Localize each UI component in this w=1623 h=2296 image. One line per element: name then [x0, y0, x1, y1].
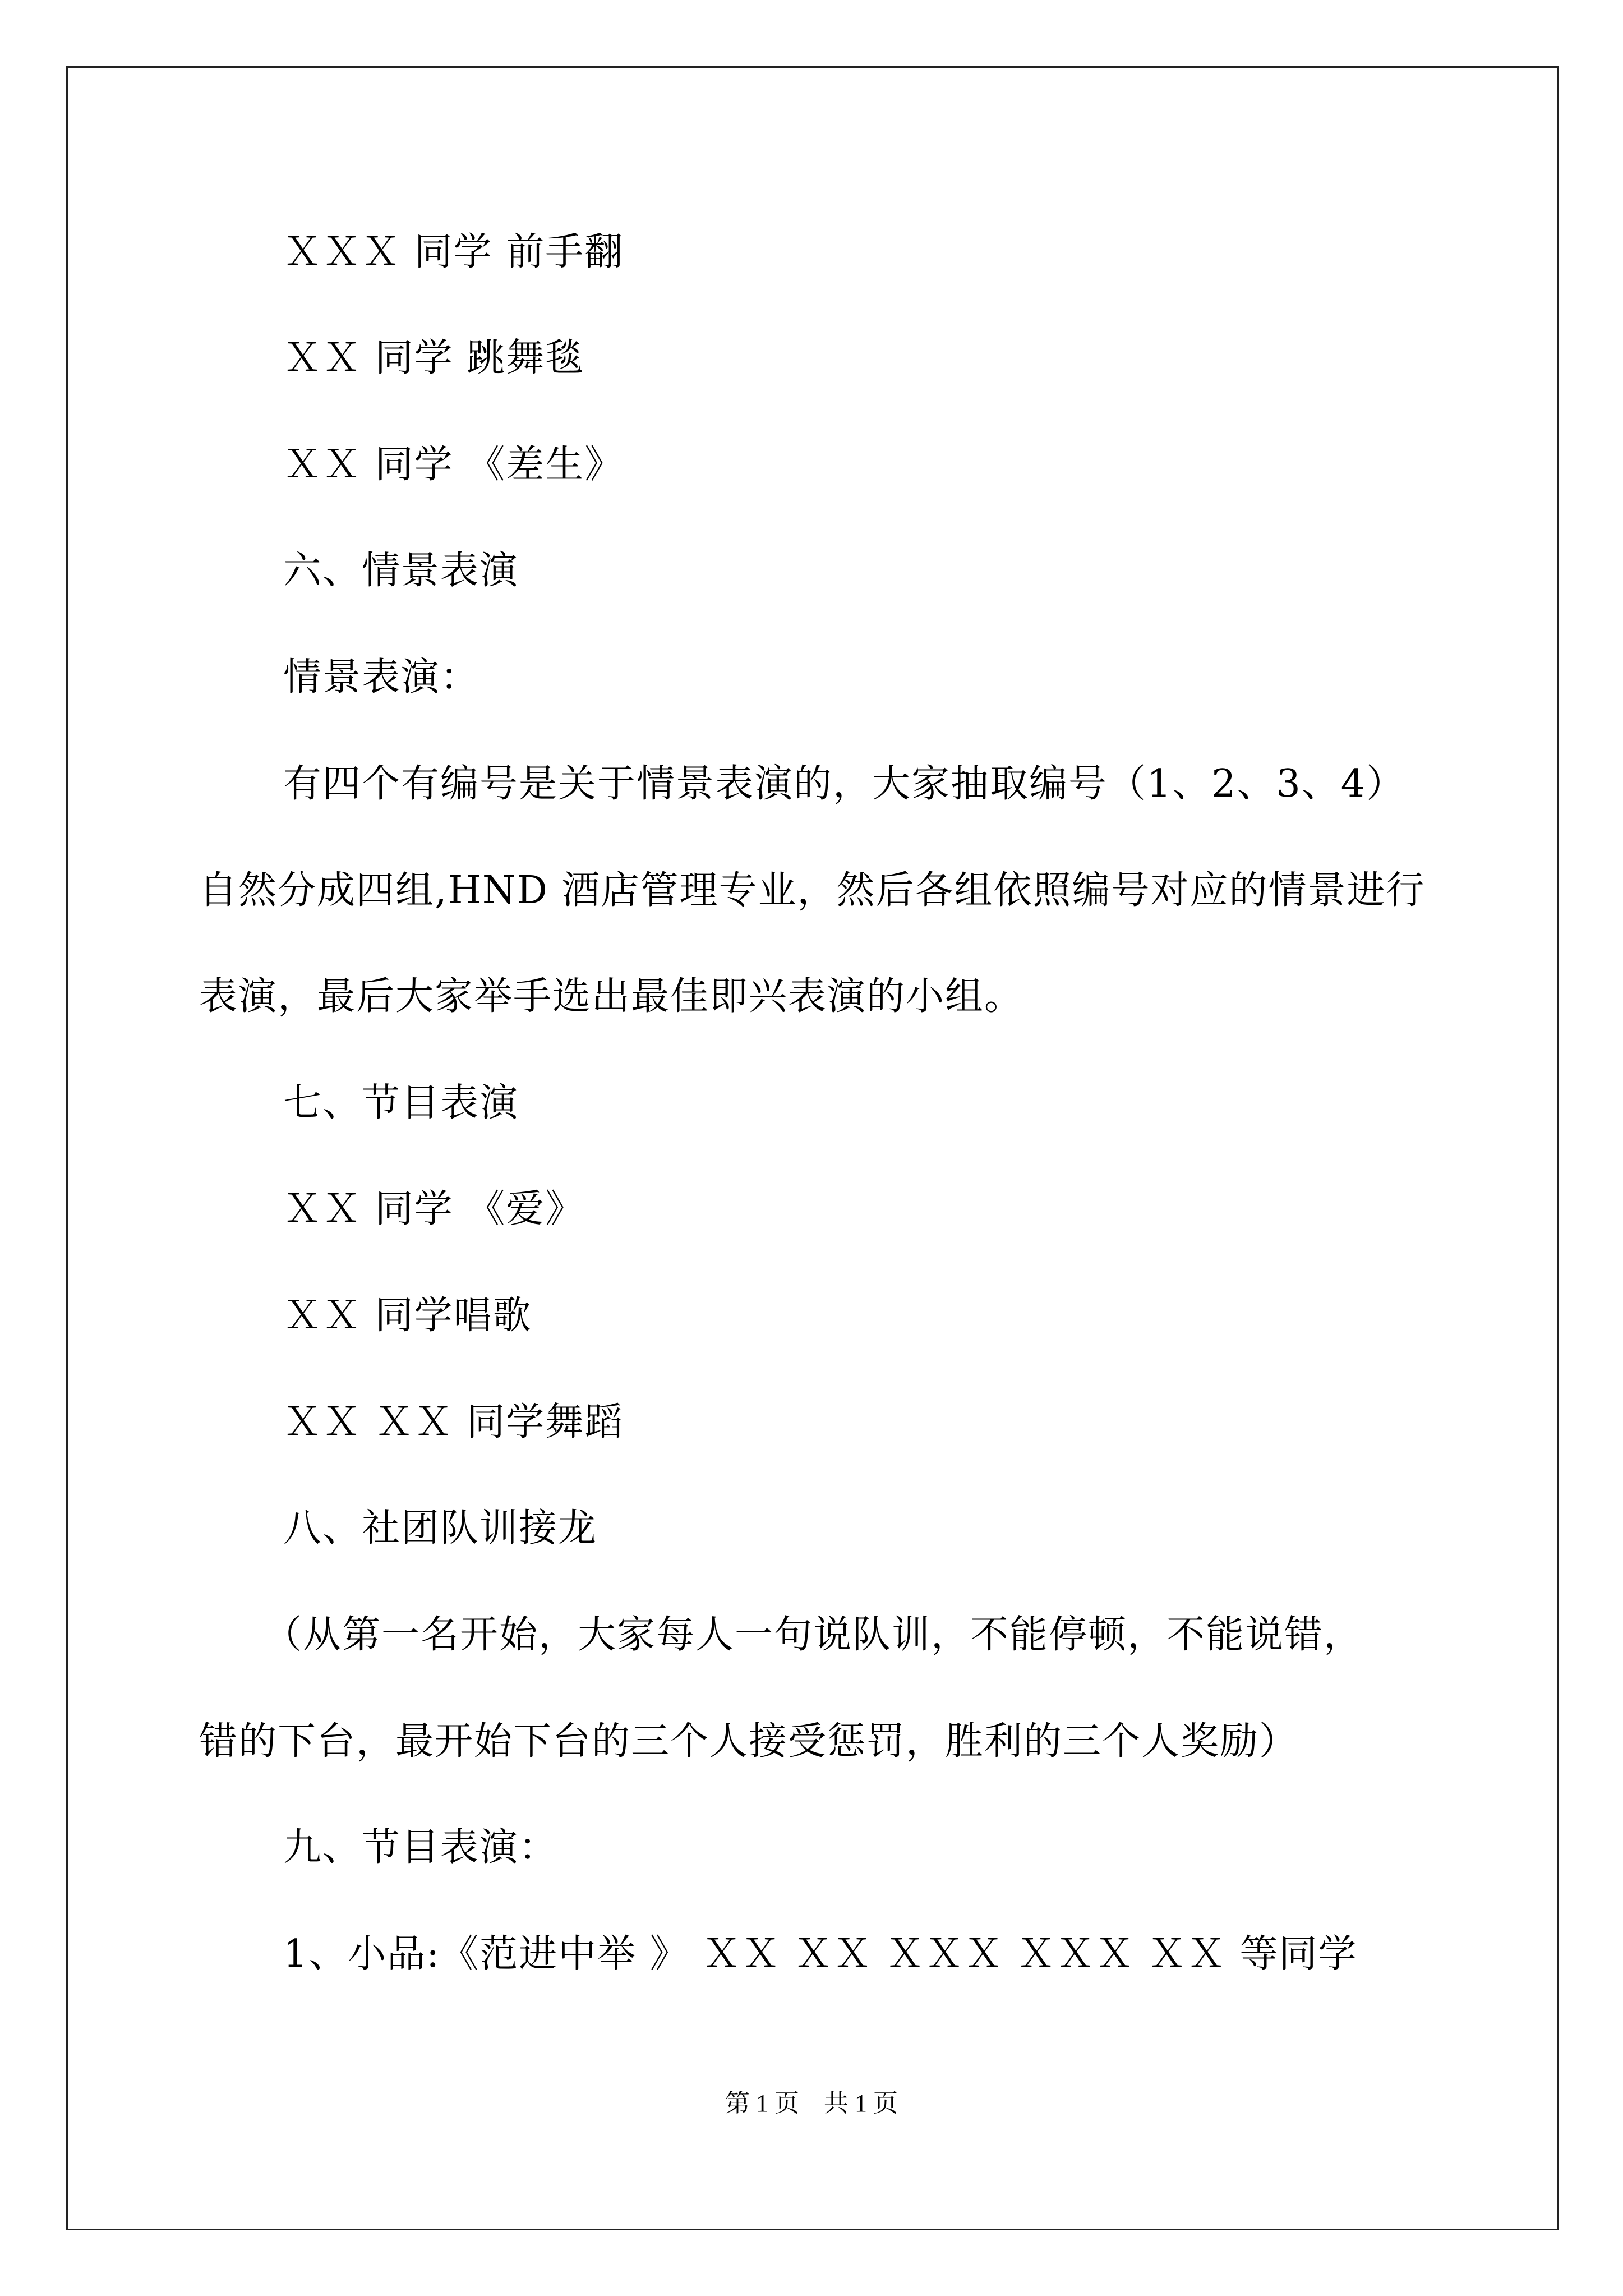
page-footer: 第 1 页 共 1 页: [725, 2090, 898, 2117]
text-line: 1、小品:《范进中举 》 ＸＸ ＸＸ ＸＸＸ ＸＸＸ ＸＸ 等同学: [283, 1932, 1358, 1976]
text-line: ＸＸ 同学 《差生》: [283, 443, 624, 487]
page-border: [66, 66, 1559, 2230]
paragraph-line: （从第一名开始，大家每人一句说队训，不能停顿，不能说错，: [264, 1613, 1363, 1657]
section-heading: 八、社团队训接龙: [283, 1506, 598, 1550]
section-heading: 七、节目表演: [283, 1081, 519, 1125]
text-line: ＸＸ 同学唱歌: [283, 1294, 532, 1338]
paragraph-line: 表演，最后大家举手选出最佳即兴表演的小组。: [199, 974, 1024, 1019]
text-line: ＸＸ ＸＸ 同学舞蹈: [283, 1400, 624, 1444]
text-line: 情景表演：: [283, 655, 480, 700]
text-line: ＸＸ 同学 《爱》: [283, 1187, 585, 1231]
paragraph-line: 有四个有编号是关于情景表演的，大家抽取编号（1、2、3、4）: [283, 762, 1406, 806]
paragraph-line: 错的下台，最开始下台的三个人接受惩罚，胜利的三个人奖励）: [199, 1719, 1299, 1764]
text-line: ＸＸＸ 同学 前手翻: [283, 230, 624, 274]
section-heading: 九、节目表演：: [283, 1825, 559, 1870]
paragraph-line: 自然分成四组,HND 酒店管理专业，然后各组依照编号对应的情景进行: [199, 868, 1426, 913]
text-line: ＸＸ 同学 跳舞毯: [283, 336, 585, 380]
section-heading: 六、情景表演: [283, 549, 519, 593]
